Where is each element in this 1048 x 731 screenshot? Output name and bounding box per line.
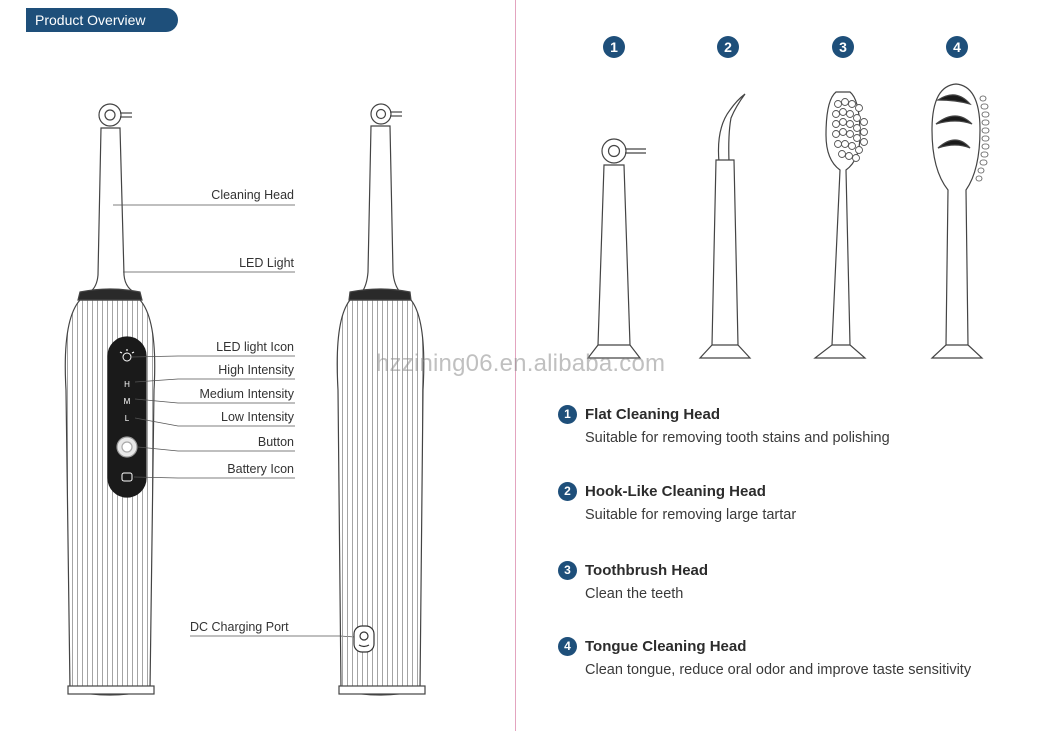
desc-title: Toothbrush Head	[585, 561, 709, 579]
device-back	[337, 104, 425, 695]
desc-number: 3	[558, 561, 577, 580]
callout-medium-intensity: Medium Intensity	[199, 387, 294, 401]
head-desc-1	[558, 404, 1028, 446]
callout-low-intensity: Low Intensity	[221, 410, 294, 424]
desc-number: 1	[558, 405, 577, 424]
panel-l: L	[124, 414, 130, 423]
section-badge: Product Overview	[26, 8, 178, 32]
head-number-1: 1	[603, 36, 625, 58]
head-flat	[588, 139, 646, 358]
head-number-3: 3	[832, 36, 854, 58]
desc-number: 4	[558, 637, 577, 656]
desc-number: 2	[558, 482, 577, 501]
panel-m: M	[123, 397, 131, 406]
callout-battery-icon: Battery Icon	[227, 462, 294, 476]
callout-high-intensity: High Intensity	[218, 363, 294, 377]
callout-dc-charging-port: DC Charging Port	[190, 620, 289, 634]
watermark: hzzining06.en.alibaba.com	[376, 350, 666, 377]
desc-title: Flat Cleaning Head	[585, 405, 721, 423]
desc-text: Clean tongue, reduce oral odor and improve taste sensitivity	[585, 662, 972, 678]
head-number-2: 2	[717, 36, 739, 58]
callout-cleaning-head: Cleaning Head	[211, 188, 294, 202]
panel-h: H	[124, 380, 130, 389]
head-number-4: 4	[946, 36, 968, 58]
head-desc-2	[558, 481, 1028, 523]
head-desc-3	[558, 560, 1028, 602]
desc-text: Clean the teeth	[585, 586, 684, 602]
desc-text: Suitable for removing large tartar	[585, 507, 797, 523]
desc-title: Hook-Like Cleaning Head	[585, 482, 766, 500]
callout-button: Button	[257, 435, 294, 449]
desc-text: Suitable for removing tooth stains and polishing	[585, 430, 890, 446]
head-hook	[700, 94, 750, 358]
head-tongue	[932, 84, 982, 358]
head-desc-4	[558, 636, 1028, 678]
callout-led-light: LED Light	[239, 256, 294, 270]
desc-title: Tongue Cleaning Head	[585, 637, 747, 655]
callout-led-light-icon: LED light Icon	[216, 340, 294, 354]
